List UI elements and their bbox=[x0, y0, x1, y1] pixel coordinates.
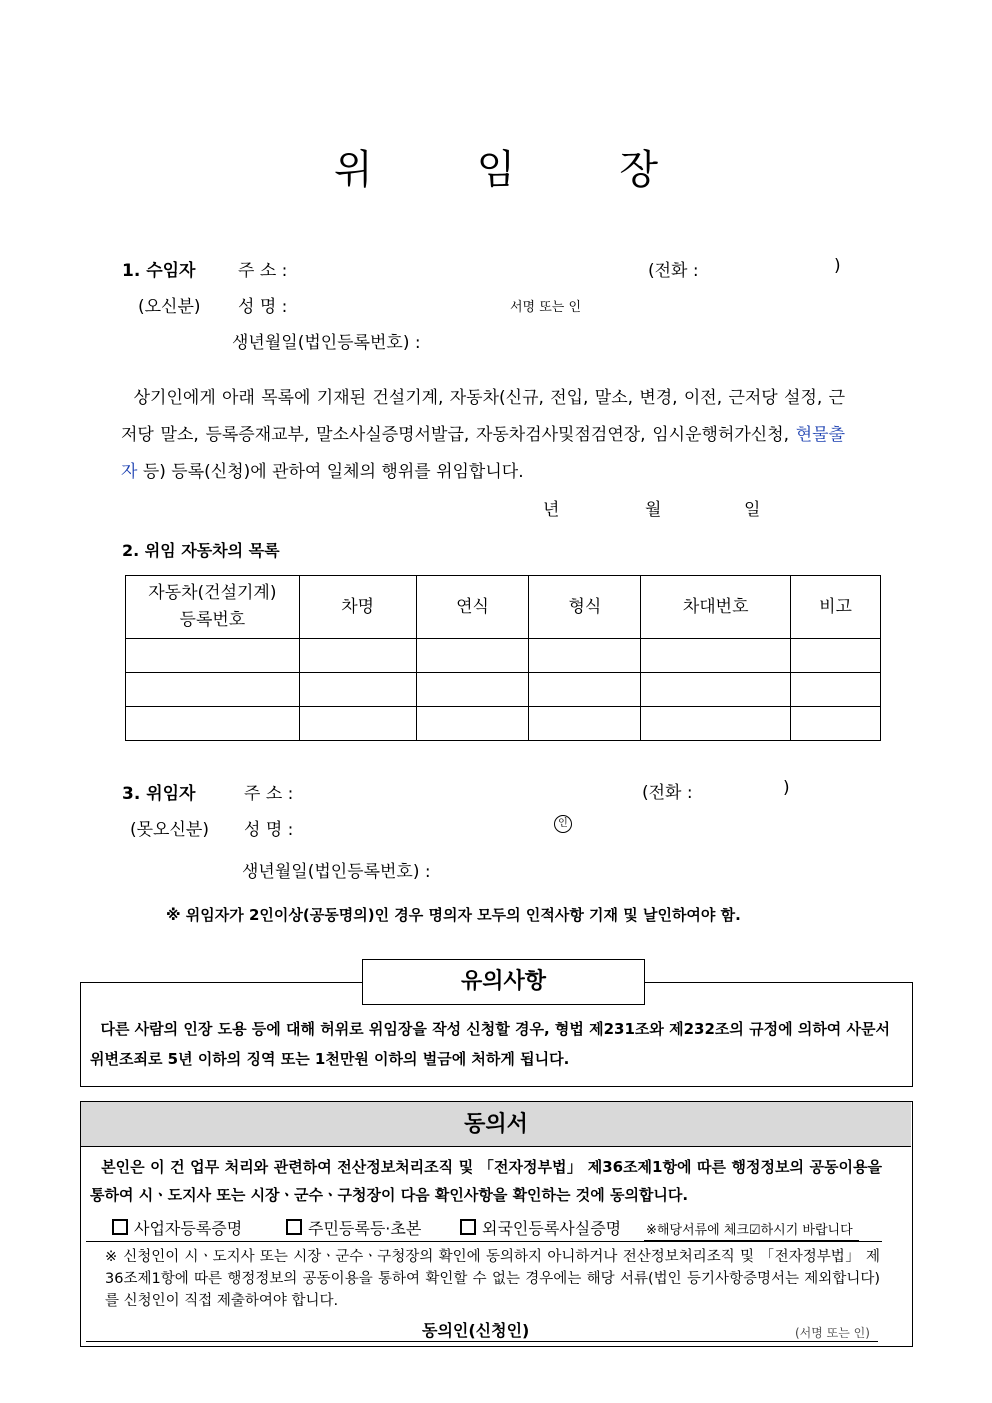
note-marker bbox=[90, 1246, 94, 1262]
table-cell[interactable] bbox=[416, 639, 529, 673]
table-row bbox=[126, 639, 881, 673]
check-instruction: ※해당서류에 체크☑하시기 바랍니다 bbox=[644, 1219, 859, 1238]
option-business-registration[interactable]: 사업자등록증명 bbox=[112, 1216, 242, 1239]
notice-text: 다른 사람의 인장 도용 등에 대해 허위로 위임장을 작성 신청할 경우, 형법 제231조와 제232조의 규정에 의하여 사문서 위변조죄로 5년 이하의 징역 또는 1천만원 이하의 벌금에 처하게 됩니다. bbox=[90, 1020, 890, 1068]
option-foreigner-registration[interactable]: 외국인등록사실증명 bbox=[460, 1216, 621, 1239]
table-cell[interactable] bbox=[791, 639, 881, 673]
table-header-row bbox=[126, 576, 881, 639]
section1-heading: 1. 수임자 bbox=[122, 261, 196, 281]
table-cell[interactable] bbox=[126, 707, 300, 741]
table-row bbox=[126, 707, 881, 741]
table-cell[interactable] bbox=[641, 707, 791, 741]
delegation-paragraph: 상기인에게 아래 목록에 기재된 건설기계, 자동차(신규, 전입, 말소, 변경, 이전, 근저당 설정, 근저당 말소, 등록증재교부, 말소사실증명서발급, 자동차검사및점검연장, 임시운행허가신청, 현물출자 등) 등록(신청)에 관하여 일체의 행위를 위임합니다. bbox=[121, 388, 845, 482]
header-type: 형식 bbox=[529, 576, 641, 639]
section3-name-label: 성 명 : bbox=[244, 820, 294, 840]
section3-sub: (못오신분) bbox=[130, 820, 209, 840]
seal-mark: 인 bbox=[554, 815, 572, 833]
table-cell[interactable] bbox=[299, 639, 416, 673]
header-reg-number: 자동차(건설기계) 등록번호 bbox=[126, 576, 300, 639]
checkbox[interactable] bbox=[112, 1219, 128, 1235]
option-resident-registration[interactable]: 주민등록등·초본 bbox=[286, 1216, 421, 1239]
checkbox[interactable] bbox=[286, 1219, 302, 1235]
consent-sign-line bbox=[86, 1341, 878, 1342]
section3-birth-label: 생년월일(법인등록번호) : bbox=[242, 862, 431, 882]
consent-note: ※ 신청인이 시ㆍ도지사 또는 시장ㆍ군수ㆍ구청장의 확인에 동의하지 아니하거나 전산정보처리조직 및 「전자정부법」 제36조제1항에 따른 행정정보의 공동이용을 통하여 확인할 수 없는 경우에는 해당 서류(법인 등기사항증명서는 제외합니다)를 신청인이 직접 제출하여야 합니다. bbox=[105, 1249, 880, 1309]
section2-heading: 2. 위임 자동차의 목록 bbox=[122, 541, 280, 560]
table-cell[interactable] bbox=[126, 673, 300, 707]
table-cell[interactable] bbox=[529, 673, 641, 707]
section3-note: ※ 위임자가 2인이상(공동명의)인 경우 명의자 모두의 인적사항 기재 및 날인하여야 함. bbox=[166, 906, 741, 924]
date-year: 년 bbox=[543, 500, 560, 520]
date-day: 일 bbox=[744, 500, 761, 520]
section3-phone-label: (전화 : bbox=[642, 783, 693, 803]
section3-address-label: 주 소 : bbox=[244, 784, 294, 804]
table-cell[interactable] bbox=[529, 639, 641, 673]
table-cell[interactable] bbox=[791, 673, 881, 707]
section1-name-label: 성 명 : bbox=[238, 297, 288, 317]
header-year: 연식 bbox=[416, 576, 529, 639]
consent-sign-label: (서명 또는 인) bbox=[795, 1326, 870, 1340]
section1-phone-label: (전화 : bbox=[648, 261, 699, 281]
checkbox[interactable] bbox=[460, 1219, 476, 1235]
table-row bbox=[126, 673, 881, 707]
section3-heading: 3. 위임자 bbox=[122, 784, 196, 804]
date-month: 월 bbox=[645, 500, 662, 520]
section1-phone-close: ) bbox=[834, 256, 841, 276]
header-vin: 차대번호 bbox=[641, 576, 791, 639]
notice-title: 유의사항 bbox=[362, 959, 645, 1005]
consent-signer: 동의인(신청인) bbox=[422, 1321, 530, 1340]
table-cell[interactable] bbox=[791, 707, 881, 741]
table-cell[interactable] bbox=[641, 639, 791, 673]
section1-sub: (오신분) bbox=[138, 297, 201, 317]
consent-title: 동의서 bbox=[81, 1102, 911, 1147]
table-cell[interactable] bbox=[299, 673, 416, 707]
table-cell[interactable] bbox=[529, 707, 641, 741]
vehicle-table bbox=[125, 575, 881, 741]
section1-address-label: 주 소 : bbox=[238, 261, 288, 281]
section1-sign-label: 서명 또는 인 bbox=[510, 300, 582, 315]
header-model: 차명 bbox=[299, 576, 416, 639]
table-cell[interactable] bbox=[416, 673, 529, 707]
section1-birth-label: 생년월일(법인등록번호) : bbox=[232, 333, 421, 353]
consent-divider bbox=[86, 1241, 882, 1242]
header-remarks: 비고 bbox=[791, 576, 881, 639]
section3-phone-close: ) bbox=[783, 778, 790, 798]
table-cell[interactable] bbox=[126, 639, 300, 673]
consent-text: 본인은 이 건 업무 처리와 관련하여 전산정보처리조직 및 「전자정부법」 제36조제1항에 따른 행정정보의 공동이용을 통하여 시ㆍ도지사 또는 시장ㆍ군수ㆍ구청장이 다음 확인사항을 확인하는 것에 동의합니다. bbox=[90, 1158, 882, 1204]
in-kind-link[interactable]: 현물출자 bbox=[121, 425, 845, 482]
table-cell[interactable] bbox=[641, 673, 791, 707]
table-cell[interactable] bbox=[299, 707, 416, 741]
document-title: 위 임 장 bbox=[334, 147, 658, 193]
table-cell[interactable] bbox=[416, 707, 529, 741]
